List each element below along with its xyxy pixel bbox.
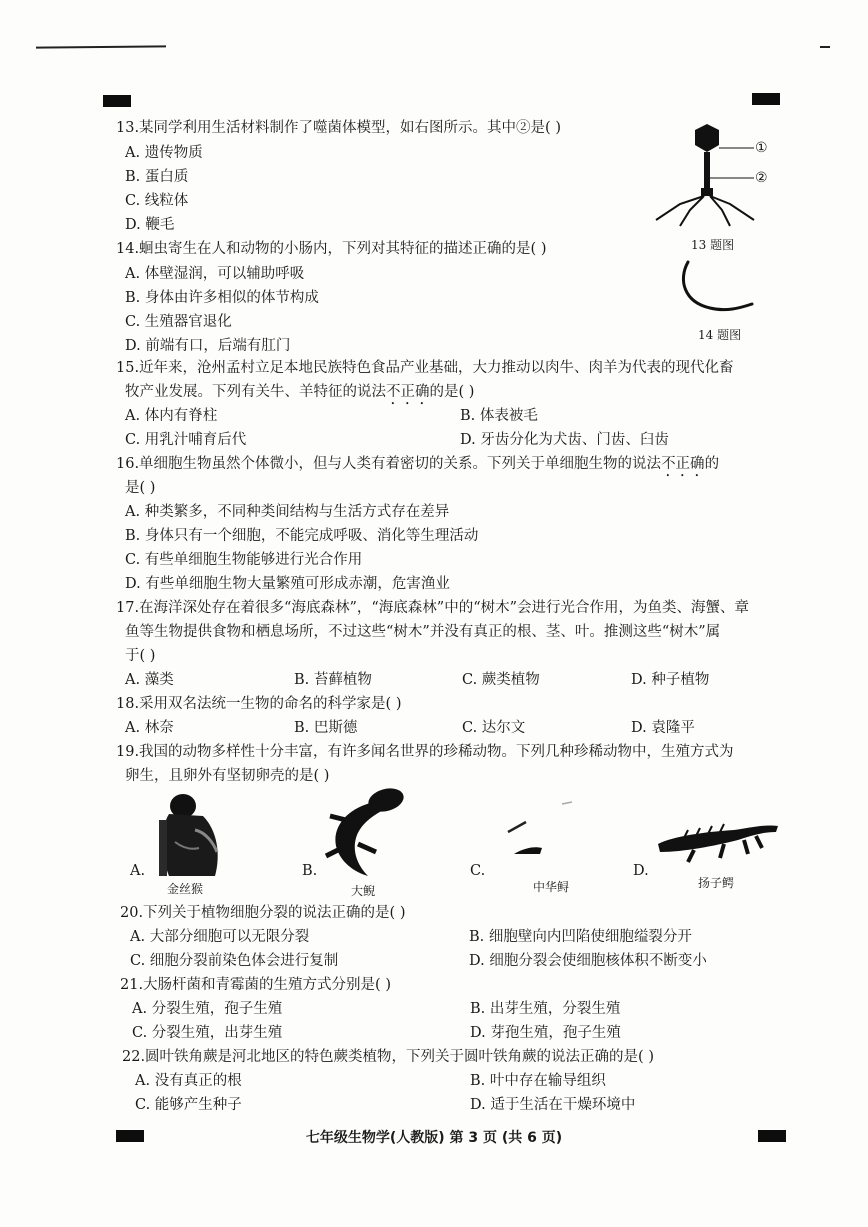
q14-stem: 14.蛔虫寄生在人和动物的小肠内，下列对其特征的描述正确的是( ) [116, 241, 547, 257]
q22-stem: 22.圆叶铁角蕨是河北地区的特色蕨类植物，下列关于圆叶铁角蕨的说法正确的是( ) [122, 1049, 654, 1065]
q18-stem: 18.采用双名法统一生物的命名的科学家是( ) [116, 696, 402, 712]
q17-option-a: A. 藻类 [125, 672, 174, 688]
registration-mark-top-left [103, 95, 131, 107]
q19-caption-a: 金丝猴 [167, 882, 204, 896]
q17-stem-line1: 17.在海洋深处存在着很多“海底森林”，“海底森林”中的“树木”会进行光合作用，为鱼类、海蟹、章 [116, 600, 750, 616]
page-footer: 七年级生物学(人教版) 第 3 页 (共 6 页) [305, 1130, 563, 1146]
q19-stem-line1: 19.我国的动物多样性十分丰富，有许多闻名世界的珍稀动物。下列几种珍稀动物中，生殖方式为 [116, 744, 734, 760]
q15-option-a: A. 体内有脊柱 [125, 408, 218, 424]
figure-label-1: ① [755, 140, 768, 156]
emphasis-not-correct: 不正确 [386, 384, 430, 400]
q20-stem: 20.下列关于植物细胞分裂的说法正确的是( ) [120, 905, 406, 921]
q19-caption-c: 中华鲟 [533, 880, 570, 894]
q14-figure-caption: 14 题图 [698, 328, 742, 342]
emphasis-not-correct: 不正确 [661, 456, 705, 472]
q19-caption-d: 扬子鳄 [698, 876, 735, 890]
q17-option-b: B. 苔藓植物 [294, 672, 372, 688]
q13-figure-caption: 13 题图 [691, 238, 735, 252]
q18-option-d: D. 袁隆平 [631, 720, 695, 736]
giant-salamander-image [318, 786, 410, 880]
chinese-alligator-image [654, 814, 782, 864]
q21-option-c: C. 分裂生殖，出芽生殖 [132, 1025, 283, 1041]
q16-option-b: B. 身体只有一个细胞，不能完成呼吸、消化等生理活动 [125, 528, 479, 544]
q16-option-d: D. 有些单细胞生物大量繁殖可形成赤潮，危害渔业 [125, 576, 450, 592]
q13-option-b: B. 蛋白质 [125, 169, 189, 185]
registration-mark-bottom-right [758, 1130, 786, 1142]
q22-option-c: C. 能够产生种子 [135, 1097, 242, 1113]
registration-mark-top-right [752, 93, 780, 105]
q16-option-a: A. 种类繁多，不同种类间结构与生活方式存在差异 [125, 504, 450, 520]
q13-stem: 13.某同学利用生活材料制作了噬菌体模型，如右图所示。其中②是( ) [116, 120, 561, 136]
q19-caption-b: 大鲵 [351, 884, 376, 898]
q17-stem-line2: 鱼等生物提供食物和栖息场所，不过这些“树木”并没有真正的根、茎、叶。推测这些“树木”属 [125, 624, 721, 640]
scan-edge-line [36, 45, 166, 48]
q20-option-a: A. 大部分细胞可以无限分裂 [130, 929, 310, 945]
q14-option-c: C. 生殖器官退化 [125, 314, 232, 330]
q22-option-a: A. 没有真正的根 [135, 1073, 242, 1089]
q19-stem-line2: 卵生，且卵外有坚韧卵壳的是( ) [125, 768, 330, 784]
q19-option-a-letter: A. [130, 863, 146, 879]
q15-option-c: C. 用乳汁哺育后代 [125, 432, 247, 448]
q15-stem-line2: 牧产业发展。下列有关牛、羊特征的说法不正确的是( ) [125, 384, 475, 400]
chinese-sturgeon-image [500, 800, 580, 860]
q14-option-a: A. 体壁湿润，可以辅助呼吸 [125, 266, 305, 282]
q22-option-d: D. 适于生活在干燥环境中 [470, 1097, 636, 1113]
q17-option-d: D. 种子植物 [631, 672, 710, 688]
q17-option-c: C. 蕨类植物 [462, 672, 540, 688]
q19-option-b-letter: B. [302, 863, 318, 879]
figure-label-2: ② [755, 170, 768, 186]
q16-stem-line2: 是( ) [125, 480, 156, 496]
roundworm-figure [676, 258, 756, 318]
q16-stem-line1: 16.单细胞生物虽然个体微小，但与人类有着密切的关系。下列关于单细胞生物的说法不正确的 [116, 456, 720, 472]
q15-stem-line1: 15.近年来，沧州孟村立足本地民族特色食品产业基础，大力推动以肉牛、肉羊为代表的现代化畜 [116, 360, 734, 376]
q18-option-c: C. 达尔文 [462, 720, 526, 736]
q22-option-b: B. 叶中存在输导组织 [470, 1073, 606, 1089]
q13-option-c: C. 线粒体 [125, 193, 189, 209]
q14-option-b: B. 身体由许多相似的体节构成 [125, 290, 319, 306]
q19-option-d-letter: D. [633, 863, 649, 879]
q20-option-d: D. 细胞分裂会使细胞核体积不断变小 [469, 953, 707, 969]
q18-option-a: A. 林奈 [125, 720, 174, 736]
q21-option-d: D. 芽孢生殖，孢子生殖 [470, 1025, 621, 1041]
q21-option-a: A. 分裂生殖，孢子生殖 [132, 1001, 283, 1017]
q15-option-d: D. 牙齿分化为犬齿、门齿、臼齿 [460, 432, 669, 448]
golden-monkey-image [155, 790, 225, 878]
q14-option-d: D. 前端有口，后端有肛门 [125, 338, 291, 354]
q17-stem-line3: 于( ) [125, 648, 156, 664]
q13-option-a: A. 遗传物质 [125, 145, 203, 161]
q15-option-b: B. 体表被毛 [460, 408, 538, 424]
q20-option-b: B. 细胞壁向内凹陷使细胞缢裂分开 [469, 929, 692, 945]
q20-option-c: C. 细胞分裂前染色体会进行复制 [130, 953, 339, 969]
q21-stem: 21.大肠杆菌和青霉菌的生殖方式分别是( ) [120, 977, 391, 993]
q21-option-b: B. 出芽生殖，分裂生殖 [470, 1001, 621, 1017]
q13-option-d: D. 鞭毛 [125, 217, 175, 233]
scan-edge-tick [820, 46, 830, 48]
q19-option-c-letter: C. [470, 863, 486, 879]
q16-option-c: C. 有些单细胞生物能够进行光合作用 [125, 552, 363, 568]
q18-option-b: B. 巴斯德 [294, 720, 358, 736]
bacteriophage-figure [650, 118, 790, 230]
